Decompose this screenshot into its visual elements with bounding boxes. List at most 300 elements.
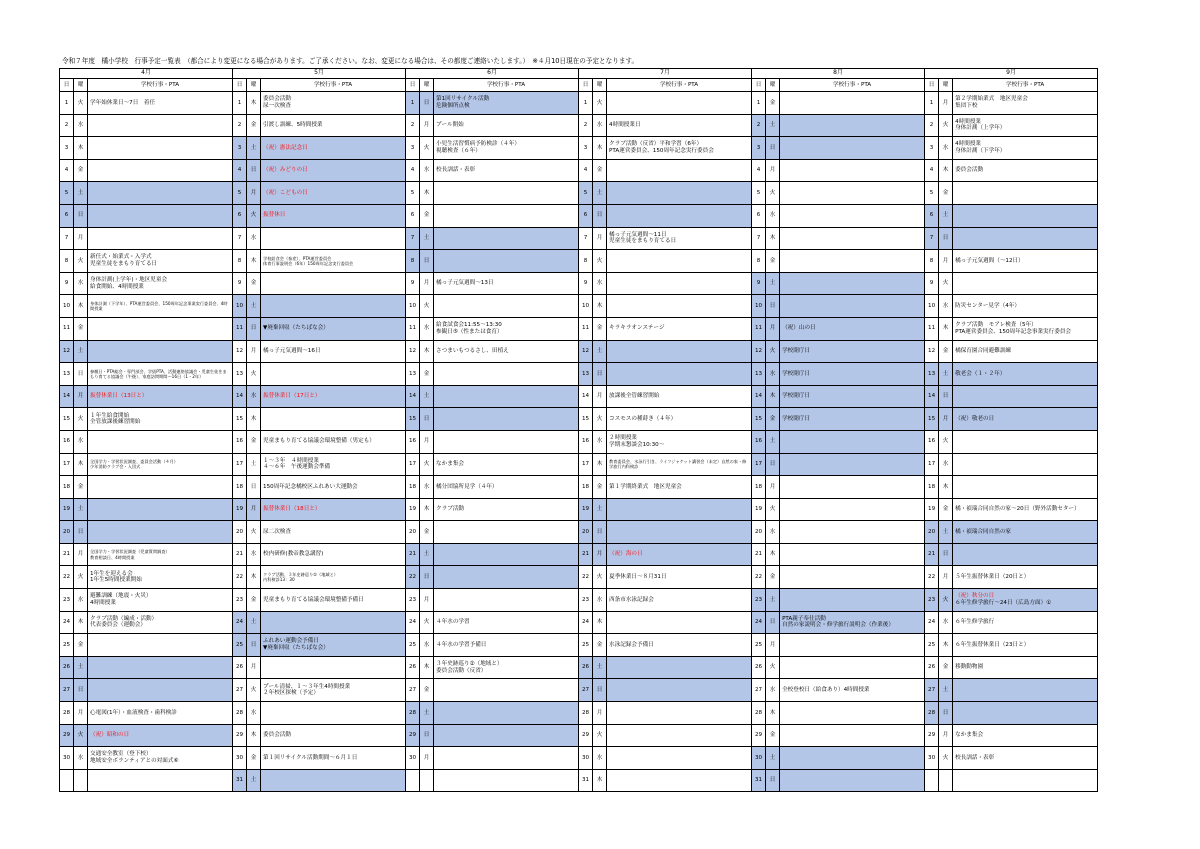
day-number: 22 [579, 566, 593, 589]
day-number: 1 [406, 92, 420, 115]
weekday-cell: 水 [74, 114, 88, 137]
day-number: 24 [752, 611, 766, 634]
weekday-cell: 金 [247, 114, 261, 137]
day-number: 6 [60, 204, 74, 227]
event-cell [780, 747, 925, 770]
day-number: 29 [579, 724, 593, 747]
day-number: 7 [579, 227, 593, 250]
weekday-cell: 木 [593, 611, 607, 634]
day-row [60, 92, 1098, 115]
weekday-cell: 日 [247, 634, 261, 657]
event-cell [780, 769, 925, 792]
event-cell [261, 295, 406, 318]
event-cell: 学年始休業日～7日 着任 [88, 92, 233, 115]
weekday-cell: 月 [766, 476, 780, 499]
day-number: 18 [579, 476, 593, 499]
weekday-cell: 月 [766, 159, 780, 182]
day-number: 12 [406, 340, 420, 363]
day-number: 16 [925, 430, 939, 453]
event-cell: 橘っ子元気週間～13日 [434, 272, 579, 295]
day-number: 2 [60, 114, 74, 137]
weekday-cell: 土 [420, 543, 434, 566]
weekday-cell: 木 [766, 702, 780, 725]
event-cell: （祝）昭和の日 [88, 724, 233, 747]
day-row [60, 589, 1098, 612]
day-number: 2 [406, 114, 420, 137]
day-number: 11 [60, 317, 74, 340]
event-cell: クラブ活動、３年史跡巡り①（地域と） 内科検診13：30 [261, 566, 406, 589]
event-cell: 委員会活動 尿一次検査 [261, 92, 406, 115]
event-cell [261, 272, 406, 295]
day-row [60, 272, 1098, 295]
day-row [60, 543, 1098, 566]
event-cell [88, 634, 233, 657]
day-number: 27 [233, 679, 247, 702]
day-number: 8 [406, 250, 420, 273]
day-number: 9 [406, 272, 420, 295]
weekday-cell: 日 [420, 250, 434, 273]
weekday-cell: 日 [247, 476, 261, 499]
day-number: 3 [60, 137, 74, 160]
day-header: 日 [233, 79, 247, 92]
weekday-cell: 日 [593, 363, 607, 386]
day-number: 28 [406, 702, 420, 725]
event-cell [607, 159, 752, 182]
weekday-cell: 土 [247, 769, 261, 792]
day-number: 15 [752, 408, 766, 431]
day-row [60, 295, 1098, 318]
event-cell [88, 521, 233, 544]
event-cell: 移動動物園 [953, 656, 1098, 679]
weekday-cell: 日 [939, 702, 953, 725]
day-number: 26 [233, 656, 247, 679]
day-number: 17 [406, 453, 420, 476]
event-cell [780, 92, 925, 115]
day-number: 4 [233, 159, 247, 182]
weekday-cell: 水 [766, 204, 780, 227]
event-cell [953, 204, 1098, 227]
weekday-cell: 火 [939, 589, 953, 612]
weekday-cell: 日 [74, 204, 88, 227]
weekday-cell: 火 [74, 724, 88, 747]
day-number: 18 [752, 476, 766, 499]
weekday-cell: 火 [939, 430, 953, 453]
weekday-cell: 木 [593, 295, 607, 318]
event-cell: 振替休業日（18日と） [261, 498, 406, 521]
event-cell [953, 453, 1098, 476]
weekday-cell: 火 [939, 747, 953, 770]
event-cell: キラキラオンステージ [607, 317, 752, 340]
day-number: 2 [233, 114, 247, 137]
weekday-cell [74, 769, 88, 792]
day-number: 14 [579, 385, 593, 408]
event-cell [607, 769, 752, 792]
day-number: 27 [406, 679, 420, 702]
day-row [60, 159, 1098, 182]
event-cell: さつまいもつるさし、田植え [434, 340, 579, 363]
weekday-cell: 火 [593, 408, 607, 431]
event-cell [953, 385, 1098, 408]
event-cell [780, 159, 925, 182]
weekday-cell: 水 [593, 589, 607, 612]
month-title: 5月 [233, 69, 406, 79]
event-cell: 全国学力・学習状況調査、委員会活動（４月） 少年消防クラブ会・入団式 [88, 453, 233, 476]
weekday-cell: 木 [766, 227, 780, 250]
day-row [60, 340, 1098, 363]
day-number: 29 [925, 724, 939, 747]
day-number: 8 [233, 250, 247, 273]
day-number: 10 [233, 295, 247, 318]
day-number: 15 [579, 408, 593, 431]
weekday-cell: 水 [247, 702, 261, 725]
event-cell: （祝）憲法記念日 [261, 137, 406, 160]
event-cell: ３年史跡巡り②（地域と） 委員会活動（反省） [434, 656, 579, 679]
event-cell: 学校閉庁日 [780, 385, 925, 408]
weekday-cell: 火 [593, 724, 607, 747]
weekday-cell: 日 [247, 159, 261, 182]
weekday-cell: 金 [939, 340, 953, 363]
day-row [60, 747, 1098, 770]
day-number: 24 [579, 611, 593, 634]
day-number: 15 [60, 408, 74, 431]
weekday-header: 曜 [74, 79, 88, 92]
event-cell: 学校閉庁日 [780, 363, 925, 386]
event-cell: 学校閉庁日 [780, 340, 925, 363]
weekday-cell: 木 [420, 182, 434, 205]
event-cell [780, 476, 925, 499]
weekday-cell: 木 [939, 159, 953, 182]
event-cell: 全校登校日（給食あり）4時間授業 [780, 679, 925, 702]
event-cell: 橘保育園合同避難訓練 [953, 340, 1098, 363]
event-cell: ▼廃棄回収（たちばな会） [261, 317, 406, 340]
weekday-cell: 火 [247, 679, 261, 702]
day-number: 12 [925, 340, 939, 363]
event-cell: （祝）こどもの日 [261, 182, 406, 205]
weekday-cell: 土 [74, 340, 88, 363]
event-cell: ２時間授業 学期末懇談会10:30～ [607, 430, 752, 453]
weekday-cell: 火 [247, 521, 261, 544]
day-number: 1 [233, 92, 247, 115]
day-number: 15 [925, 408, 939, 431]
day-number: 4 [925, 159, 939, 182]
event-cell [434, 204, 579, 227]
day-number: 21 [406, 543, 420, 566]
day-number: 26 [925, 656, 939, 679]
day-number: 21 [752, 543, 766, 566]
day-number [60, 769, 74, 792]
day-number: 26 [752, 656, 766, 679]
event-cell: コスモスの種蒔き（４年） [607, 408, 752, 431]
event-cell: 尿二次検査 [261, 521, 406, 544]
day-row [60, 656, 1098, 679]
day-number: 20 [579, 521, 593, 544]
day-number: 17 [752, 453, 766, 476]
weekday-cell: 火 [420, 137, 434, 160]
event-cell [88, 679, 233, 702]
weekday-cell: 水 [939, 453, 953, 476]
weekday-cell: 日 [766, 137, 780, 160]
day-header: 日 [925, 79, 939, 92]
day-number: 19 [925, 498, 939, 521]
weekday-cell: 月 [939, 250, 953, 273]
day-number: 15 [233, 408, 247, 431]
event-cell [780, 634, 925, 657]
event-cell: クラブ活動 モアレ検査（5年） PTA運営委員会、150周年記念事業実行委員会 [953, 317, 1098, 340]
day-row [60, 317, 1098, 340]
day-number [406, 769, 420, 792]
day-number: 2 [752, 114, 766, 137]
event-cell: 小児生活習慣病予防検診（４年） 視聴検査（６年） [434, 137, 579, 160]
event-cell [88, 159, 233, 182]
event-cell [780, 724, 925, 747]
event-cell [953, 182, 1098, 205]
day-number: 25 [752, 634, 766, 657]
day-row [60, 498, 1098, 521]
day-number: 25 [406, 634, 420, 657]
event-cell [88, 476, 233, 499]
weekday-cell: 土 [247, 295, 261, 318]
day-row [60, 724, 1098, 747]
day-number: 3 [752, 137, 766, 160]
weekday-cell [939, 769, 953, 792]
weekday-cell: 日 [593, 521, 607, 544]
weekday-header: 曜 [766, 79, 780, 92]
event-cell: PTA親子奉仕活動 自然の家説明会・修学旅行説明会（作業後） [780, 611, 925, 634]
weekday-cell: 火 [939, 272, 953, 295]
day-number: 5 [925, 182, 939, 205]
day-number: 5 [60, 182, 74, 205]
weekday-cell: 土 [247, 611, 261, 634]
weekday-cell: 水 [939, 295, 953, 318]
event-cell: なかま集会 [434, 453, 579, 476]
day-number: 27 [925, 679, 939, 702]
month-title: 9月 [925, 69, 1098, 79]
weekday-cell: 土 [766, 430, 780, 453]
weekday-cell: 月 [247, 498, 261, 521]
day-number: 28 [925, 702, 939, 725]
event-header: 学校行事・PTA [780, 79, 925, 92]
event-cell [261, 408, 406, 431]
weekday-cell: 土 [247, 453, 261, 476]
day-row [60, 137, 1098, 160]
weekday-cell: 木 [74, 137, 88, 160]
weekday-cell: 火 [420, 295, 434, 318]
event-cell [607, 521, 752, 544]
day-number: 9 [60, 272, 74, 295]
event-cell [434, 385, 579, 408]
event-cell: 全国学力・学習状況調査（児童質問調査） 教育相談日、4時間授業 [88, 543, 233, 566]
weekday-cell: 金 [74, 159, 88, 182]
event-cell: 4時間授業日 [607, 114, 752, 137]
day-number: 20 [752, 521, 766, 544]
day-number: 1 [752, 92, 766, 115]
day-number: 13 [752, 363, 766, 386]
weekday-cell: 月 [593, 385, 607, 408]
weekday-cell: 日 [420, 566, 434, 589]
weekday-cell: 月 [939, 408, 953, 431]
day-number: 20 [925, 521, 939, 544]
day-number: 14 [233, 385, 247, 408]
event-cell [261, 769, 406, 792]
day-number: 27 [579, 679, 593, 702]
day-row [60, 476, 1098, 499]
weekday-cell: 金 [420, 204, 434, 227]
weekday-cell: 木 [247, 724, 261, 747]
day-number: 11 [752, 317, 766, 340]
day-number: 23 [579, 589, 593, 612]
event-cell: 夏季休業日～８月31日 [607, 566, 752, 589]
event-cell: 西条市水泳記録会 [607, 589, 752, 612]
event-cell [88, 340, 233, 363]
event-cell [434, 521, 579, 544]
weekday-cell: 金 [247, 747, 261, 770]
day-number: 17 [925, 453, 939, 476]
event-cell [953, 589, 1098, 612]
event-cell: 橘分団協所見学（４年） [434, 476, 579, 499]
event-cell: ６年生振替休業日（23日と） [953, 634, 1098, 657]
weekday-cell: 日 [593, 204, 607, 227]
event-cell [88, 317, 233, 340]
day-number: 28 [579, 702, 593, 725]
weekday-cell: 月 [247, 182, 261, 205]
event-cell: クラブ活動（反省）平和学習（6年） PTA運営委員会、150周年記念実行委員会 [607, 137, 752, 160]
weekday-cell: 水 [593, 747, 607, 770]
day-header: 日 [752, 79, 766, 92]
weekday-cell: 金 [420, 679, 434, 702]
day-number: 30 [406, 747, 420, 770]
weekday-cell: 水 [939, 611, 953, 634]
event-cell [607, 363, 752, 386]
day-number: 22 [60, 566, 74, 589]
weekday-cell: 月 [74, 385, 88, 408]
weekday-cell: 木 [766, 385, 780, 408]
day-number: 30 [752, 747, 766, 770]
day-number: 3 [406, 137, 420, 160]
event-cell [88, 769, 233, 792]
day-number: 21 [60, 543, 74, 566]
day-number: 23 [233, 589, 247, 612]
weekday-cell: 日 [247, 317, 261, 340]
weekday-cell: 日 [766, 769, 780, 792]
event-cell: 橘っ子元気週間～16日 [261, 340, 406, 363]
weekday-cell: 月 [939, 566, 953, 589]
weekday-cell: 金 [420, 521, 434, 544]
event-cell [88, 430, 233, 453]
weekday-cell: 火 [420, 611, 434, 634]
day-row [60, 114, 1098, 137]
weekday-cell: 金 [593, 476, 607, 499]
event-header: 学校行事・PTA [434, 79, 579, 92]
weekday-cell: 水 [74, 747, 88, 770]
weekday-cell: 金 [593, 159, 607, 182]
day-row [60, 566, 1098, 589]
event-cell [434, 589, 579, 612]
day-number: 7 [925, 227, 939, 250]
day-number: 19 [752, 498, 766, 521]
event-cell: 避難訓練（地震・火災） 4時間授業 [88, 589, 233, 612]
day-number [925, 769, 939, 792]
day-number: 16 [579, 430, 593, 453]
day-number: 26 [60, 656, 74, 679]
day-number: 25 [60, 634, 74, 657]
event-cell [607, 182, 752, 205]
day-number: 7 [233, 227, 247, 250]
event-cell: 第１学期終業式 地区児童会 [607, 476, 752, 499]
day-number: 25 [925, 634, 939, 657]
weekday-cell: 土 [939, 679, 953, 702]
day-number: 5 [406, 182, 420, 205]
event-cell [607, 498, 752, 521]
day-number: 9 [752, 272, 766, 295]
day-number: 30 [60, 747, 74, 770]
day-header: 日 [406, 79, 420, 92]
day-number: 25 [233, 634, 247, 657]
day-number: 25 [579, 634, 593, 657]
day-row [60, 769, 1098, 792]
weekday-cell: 木 [420, 340, 434, 363]
weekday-cell: 金 [939, 182, 953, 205]
event-cell: （祝）海の日 [607, 543, 752, 566]
day-number: 31 [579, 769, 593, 792]
weekday-cell: 金 [74, 317, 88, 340]
day-number: 6 [579, 204, 593, 227]
weekday-cell: 土 [74, 498, 88, 521]
day-number: 30 [579, 747, 593, 770]
event-cell [607, 679, 752, 702]
day-number: 26 [579, 656, 593, 679]
event-cell [434, 702, 579, 725]
weekday-cell: 木 [247, 92, 261, 115]
day-number: 3 [579, 137, 593, 160]
day-row [60, 611, 1098, 634]
day-number: 17 [233, 453, 247, 476]
event-cell: 第２学期始業式 地区児童会 集団下校 [953, 92, 1098, 115]
weekday-cell: 火 [766, 656, 780, 679]
month-title: 6月 [406, 69, 579, 79]
weekday-cell: 火 [593, 92, 607, 115]
event-cell: プール開始 [434, 114, 579, 137]
day-number: 7 [406, 227, 420, 250]
weekday-cell: 日 [420, 724, 434, 747]
event-cell: 交通安全教室（登下校） 地域安全ボランティアとの対面式⑥ [88, 747, 233, 770]
day-number: 6 [925, 204, 939, 227]
event-cell [434, 724, 579, 747]
weekday-cell: 月 [593, 227, 607, 250]
event-cell [607, 611, 752, 634]
event-cell: ４年水の学習予備日 [434, 634, 579, 657]
event-cell: 水泳記録会予備日 [607, 634, 752, 657]
event-cell [434, 408, 579, 431]
weekday-cell: 日 [939, 227, 953, 250]
day-number: 12 [60, 340, 74, 363]
event-cell [607, 295, 752, 318]
weekday-cell: 月 [593, 702, 607, 725]
event-cell: 1年生を迎える会 1年生5時間授業開始 [88, 566, 233, 589]
day-number: 11 [406, 317, 420, 340]
weekday-cell: 火 [420, 453, 434, 476]
weekday-cell: 月 [939, 724, 953, 747]
event-cell [780, 250, 925, 273]
day-number: 19 [233, 498, 247, 521]
day-number: 29 [233, 724, 247, 747]
weekday-cell: 火 [593, 250, 607, 273]
weekday-cell: 木 [593, 137, 607, 160]
weekday-cell: 火 [74, 250, 88, 273]
day-number: 23 [406, 589, 420, 612]
day-number: 10 [579, 295, 593, 318]
event-cell [607, 656, 752, 679]
weekday-cell: 火 [939, 114, 953, 137]
